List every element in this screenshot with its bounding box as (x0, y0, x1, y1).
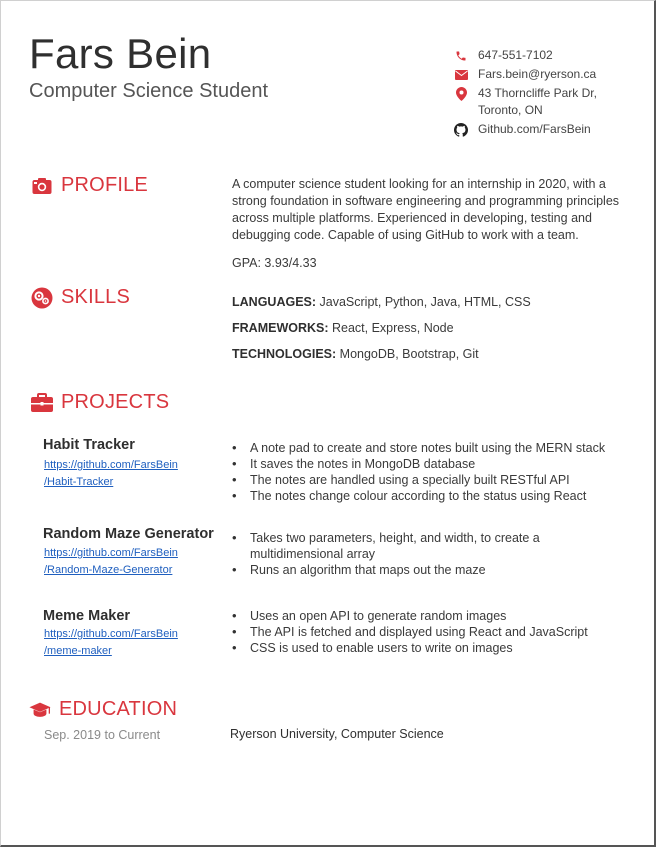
profile-title: PROFILE (61, 174, 148, 196)
skill-value: JavaScript, Python, Java, HTML, CSS (319, 295, 531, 309)
list-item: • Runs an algorithm that maps out the maze (232, 562, 562, 578)
education-title: EDUCATION (59, 698, 178, 720)
address-text: 43 Thorncliffe Park Dr, Toronto, ON (478, 86, 597, 117)
contact-email[interactable] (453, 66, 653, 83)
phone-icon (453, 47, 469, 64)
gpa: GPA: 3.93/4.33 (232, 256, 317, 270)
project-title: Habit Tracker (43, 437, 135, 453)
contact-phone (453, 47, 653, 64)
email-text[interactable]: Fars.bein@ryerson.ca (478, 67, 597, 81)
graduation-cap-icon (29, 699, 51, 721)
skills-title: SKILLS (61, 286, 131, 308)
envelope-icon (453, 66, 469, 83)
skill-row-technologies (232, 347, 479, 361)
skill-row-frameworks (232, 321, 454, 335)
skill-value: MongoDB, Bootstrap, Git (339, 347, 479, 361)
list-item: • The API is fetched and displayed using React and JavaScript (232, 624, 632, 640)
list-item: • Takes two parameters, height, and width, to create a multidimensional array (232, 530, 562, 562)
education-heading (29, 698, 177, 721)
project-link[interactable]: https://github.com/FarsBein /meme-maker (44, 628, 178, 657)
github-text[interactable]: Github.com/FarsBein (478, 122, 591, 136)
projects-heading (31, 391, 169, 414)
contact-block (453, 47, 653, 140)
contact-address (453, 85, 653, 119)
skill-row-languages (232, 295, 531, 309)
project-bullets (232, 608, 632, 656)
github-icon (453, 121, 469, 138)
candidate-name: Fars Bein (29, 30, 212, 77)
contact-github[interactable] (453, 121, 653, 138)
phone-text: 647-551-7102 (478, 48, 553, 62)
list-item: • A note pad to create and store notes built using the MERN stack (232, 440, 632, 456)
project-bullets (232, 440, 632, 504)
skill-value: React, Express, Node (332, 321, 454, 335)
projects-title: PROJECTS (61, 391, 170, 413)
map-pin-icon (453, 85, 469, 102)
education-date: Sep. 2019 to Current (44, 728, 161, 742)
list-item: • The notes are handled using a specially built RESTful API (232, 472, 632, 488)
list-item: • Uses an open API to generate random images (232, 608, 632, 624)
list-item: • CSS is used to enable users to write on images (232, 640, 632, 656)
briefcase-icon (31, 392, 53, 414)
camera-icon (31, 175, 53, 197)
project-title: Random Maze Generator (43, 526, 214, 542)
project-title: Meme Maker (43, 608, 131, 624)
profile-summary: A computer science student looking for an internship in 2020, with a strong foundation in software engineering and programming principles across multiple platforms. Experienced in developing, testing and debugging code. Capable of using GitHub to work with a team. (232, 177, 620, 242)
candidate-title: Computer Science Student (29, 80, 269, 102)
skill-label: LANGUAGES: (232, 295, 317, 309)
list-item: • It saves the notes in MongoDB database (232, 456, 632, 472)
project-link[interactable]: https://github.com/FarsBein /Random-Maze-Generator (44, 547, 178, 576)
skill-label: FRAMEWORKS: (232, 321, 329, 335)
project-link[interactable]: https://github.com/FarsBein /Habit-Tracker (44, 459, 178, 488)
gears-icon (31, 287, 53, 309)
list-item: • The notes change colour according to the status using React (232, 488, 632, 504)
education-school: Ryerson University, Computer Science (230, 727, 444, 741)
skills-heading (31, 286, 130, 309)
skill-label: TECHNOLOGIES: (232, 347, 337, 361)
profile-heading (31, 174, 148, 197)
project-bullets (232, 530, 562, 578)
